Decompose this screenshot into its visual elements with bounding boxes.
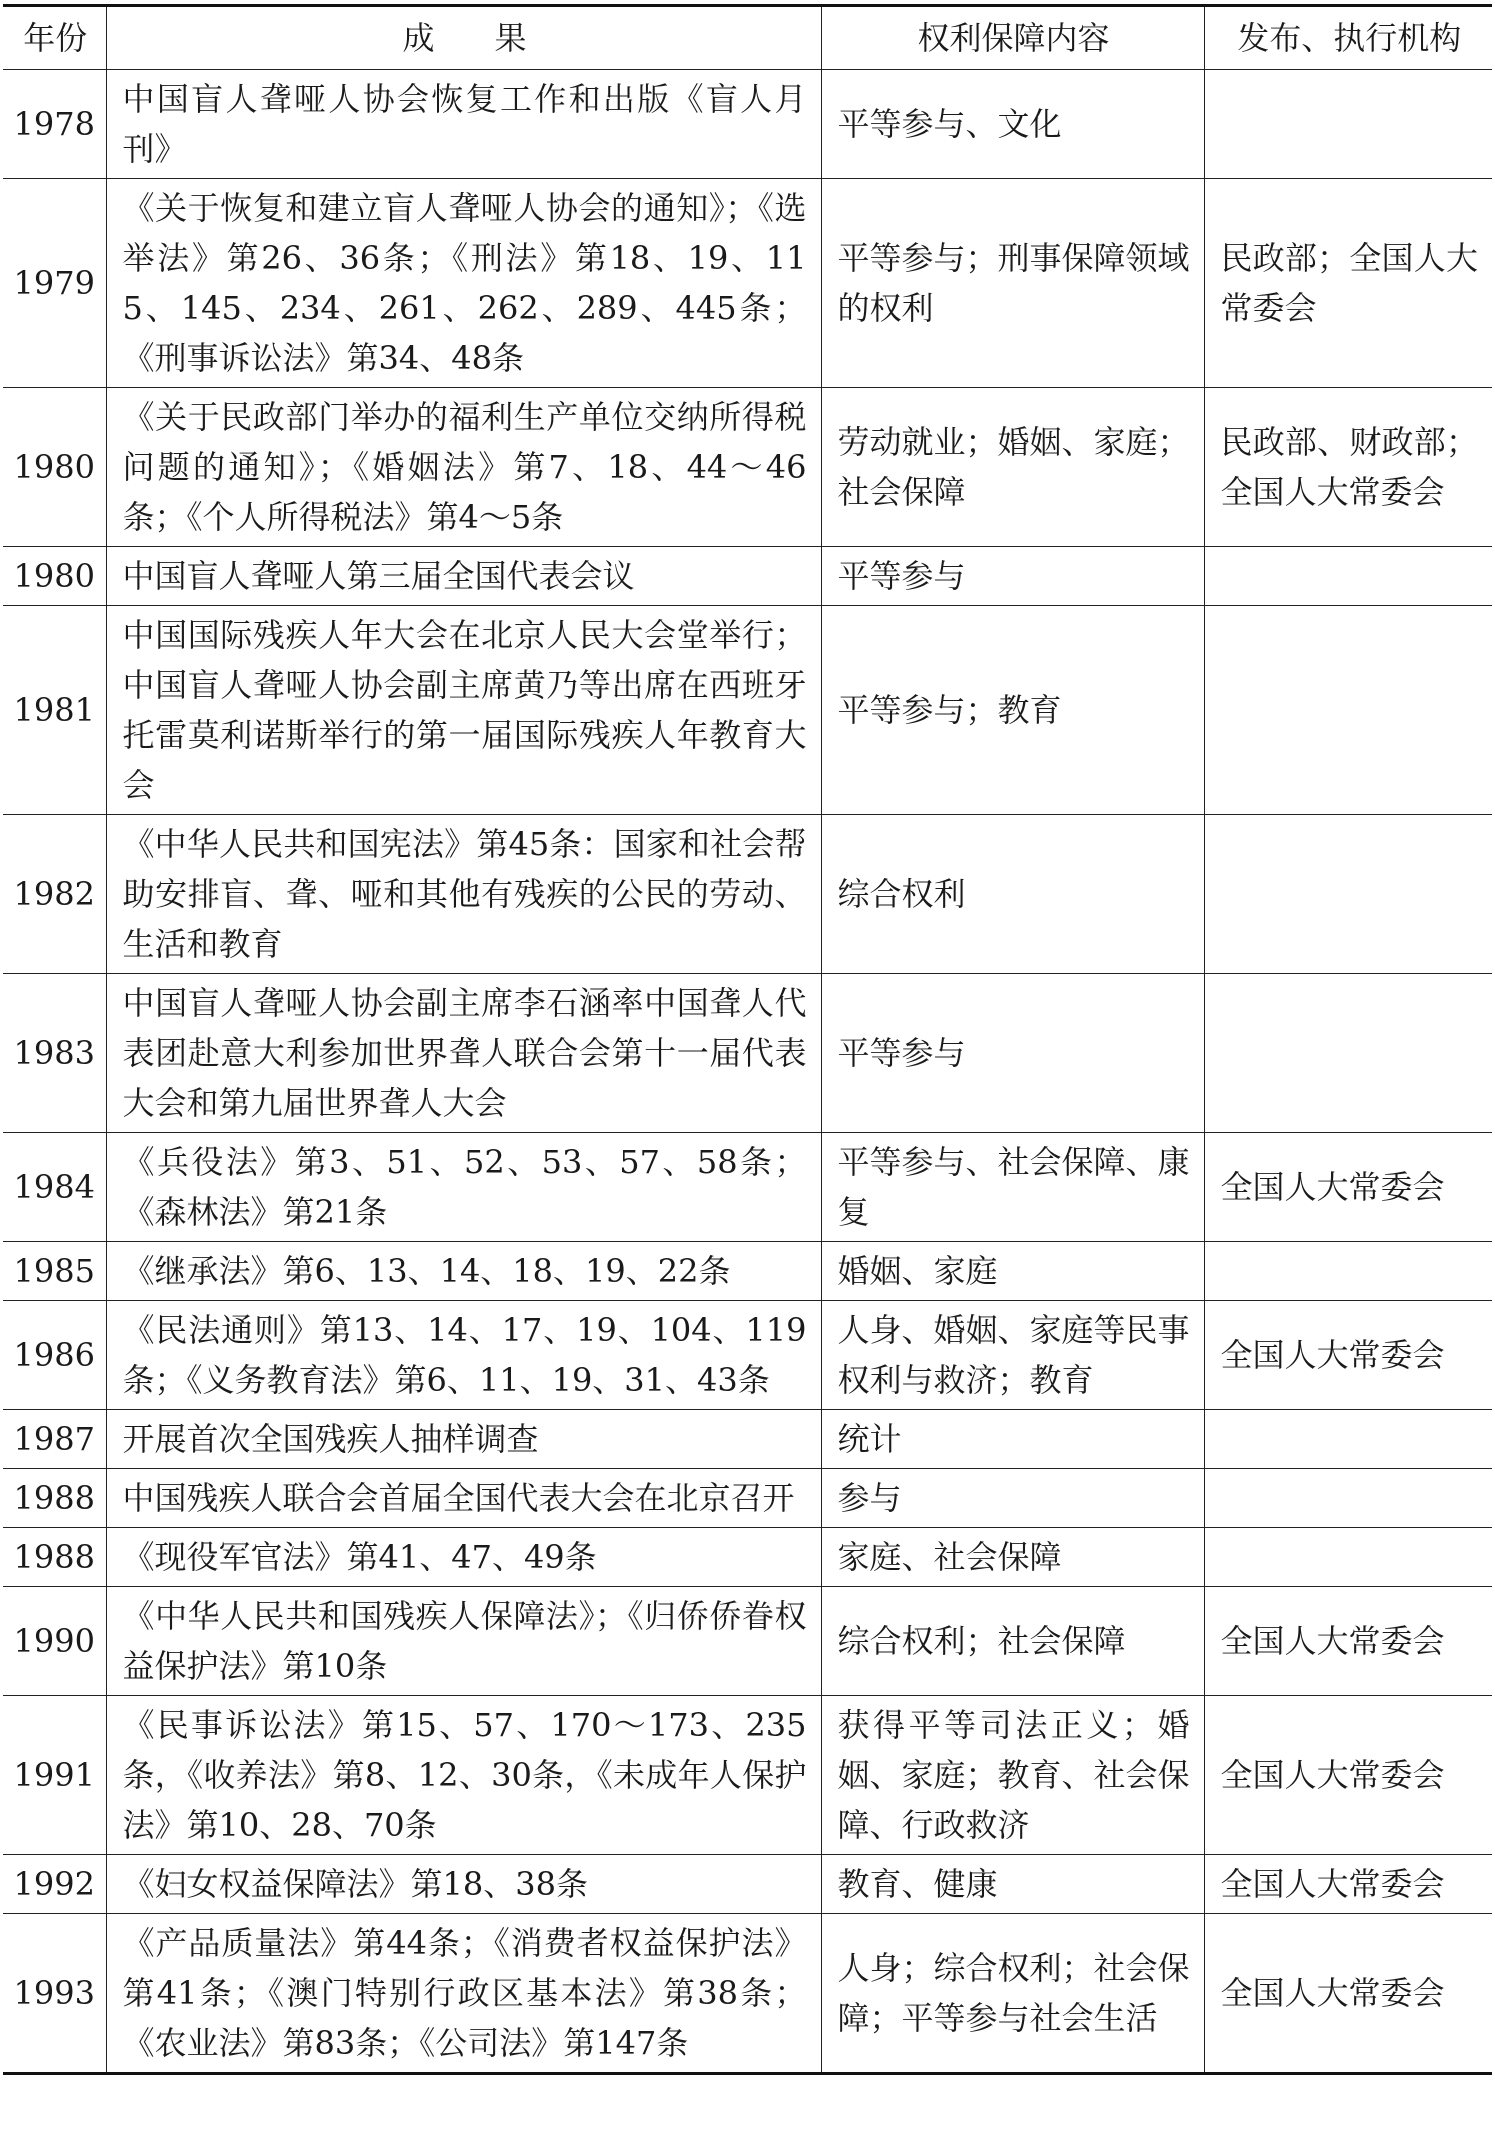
agency-cell bbox=[1204, 70, 1492, 179]
table-row bbox=[3, 1410, 1492, 1469]
table-row bbox=[3, 606, 1492, 815]
achievement-cell: 《民法通则》第13、14、17、19、104、119条；《义务教育法》第6、11、19、31、43条 bbox=[106, 1301, 821, 1410]
agency-cell: 全国人大常委会 bbox=[1204, 1914, 1492, 2074]
year-cell: 1988 bbox=[3, 1469, 106, 1528]
rights-cell: 平等参与 bbox=[821, 974, 1204, 1133]
rights-cell: 人身、婚姻、家庭等民事权利与救济；教育 bbox=[821, 1301, 1204, 1410]
year-cell: 1978 bbox=[3, 70, 106, 179]
table-row bbox=[3, 1242, 1492, 1301]
rights-cell: 平等参与；刑事保障领域的权利 bbox=[821, 179, 1204, 388]
achievement-cell: 《关于恢复和建立盲人聋哑人协会的通知》；《选举法》第26、36条；《刑法》第18、19、115、145、234、261、262、289、445条；《刑事诉讼法》第34、48条 bbox=[106, 179, 821, 388]
year-cell: 1985 bbox=[3, 1242, 106, 1301]
year-cell: 1981 bbox=[3, 606, 106, 815]
agency-cell: 民政部、财政部；全国人大常委会 bbox=[1204, 388, 1492, 547]
year-column-header: 年份 bbox=[3, 6, 106, 70]
agency-cell: 全国人大常委会 bbox=[1204, 1696, 1492, 1855]
rights-cell: 家庭、社会保障 bbox=[821, 1528, 1204, 1587]
table-row bbox=[3, 70, 1492, 179]
agency-column-header: 发布、执行机构 bbox=[1204, 6, 1492, 70]
year-cell: 1993 bbox=[3, 1914, 106, 2074]
rights-cell: 平等参与；教育 bbox=[821, 606, 1204, 815]
achievement-cell: 开展首次全国残疾人抽样调查 bbox=[106, 1410, 821, 1469]
table-row bbox=[3, 1133, 1492, 1242]
table-row bbox=[3, 815, 1492, 974]
rights-cell: 婚姻、家庭 bbox=[821, 1242, 1204, 1301]
table-row bbox=[3, 1587, 1492, 1696]
year-cell: 1992 bbox=[3, 1855, 106, 1914]
table-row bbox=[3, 974, 1492, 1133]
table-row bbox=[3, 1528, 1492, 1587]
year-cell: 1984 bbox=[3, 1133, 106, 1242]
year-cell: 1986 bbox=[3, 1301, 106, 1410]
table-row bbox=[3, 179, 1492, 388]
table-row bbox=[3, 388, 1492, 547]
agency-cell: 全国人大常委会 bbox=[1204, 1133, 1492, 1242]
rights-cell: 平等参与、文化 bbox=[821, 70, 1204, 179]
agency-cell bbox=[1204, 1528, 1492, 1587]
year-cell: 1991 bbox=[3, 1696, 106, 1855]
disability-rights-table bbox=[3, 4, 1492, 2075]
achievement-cell: 中国盲人聋哑人协会副主席李石涵率中国聋人代表团赴意大利参加世界聋人联合会第十一届代表大会和第九届世界聋人大会 bbox=[106, 974, 821, 1133]
achievement-cell: 《产品质量法》第44条；《消费者权益保护法》第41条；《澳门特别行政区基本法》第38条；《农业法》第83条；《公司法》第147条 bbox=[106, 1914, 821, 2074]
table-row bbox=[3, 1301, 1492, 1410]
agency-cell bbox=[1204, 1469, 1492, 1528]
agency-cell bbox=[1204, 1410, 1492, 1469]
agency-cell: 全国人大常委会 bbox=[1204, 1301, 1492, 1410]
achievement-cell: 中国盲人聋哑人协会恢复工作和出版《盲人月刊》 bbox=[106, 70, 821, 179]
year-cell: 1979 bbox=[3, 179, 106, 388]
rights-cell: 综合权利；社会保障 bbox=[821, 1587, 1204, 1696]
agency-cell bbox=[1204, 815, 1492, 974]
agency-cell: 全国人大常委会 bbox=[1204, 1855, 1492, 1914]
year-cell: 1980 bbox=[3, 388, 106, 547]
rights-cell: 平等参与、社会保障、康复 bbox=[821, 1133, 1204, 1242]
rights-cell: 教育、健康 bbox=[821, 1855, 1204, 1914]
rights-column-header: 权利保障内容 bbox=[821, 6, 1204, 70]
rights-cell: 获得平等司法正义；婚姻、家庭；教育、社会保障、行政救济 bbox=[821, 1696, 1204, 1855]
year-cell: 1987 bbox=[3, 1410, 106, 1469]
table-row bbox=[3, 1469, 1492, 1528]
year-cell: 1982 bbox=[3, 815, 106, 974]
agency-cell bbox=[1204, 974, 1492, 1133]
rights-cell: 参与 bbox=[821, 1469, 1204, 1528]
rights-cell: 平等参与 bbox=[821, 547, 1204, 606]
agency-cell: 民政部；全国人大常委会 bbox=[1204, 179, 1492, 388]
table-row bbox=[3, 547, 1492, 606]
achievement-cell: 《关于民政部门举办的福利生产单位交纳所得税问题的通知》；《婚姻法》第7、18、44～46条；《个人所得税法》第4～5条 bbox=[106, 388, 821, 547]
achievement-cell: 《中华人民共和国残疾人保障法》；《归侨侨眷权益保护法》第10条 bbox=[106, 1587, 821, 1696]
achievement-cell: 《继承法》第6、13、14、18、19、22条 bbox=[106, 1242, 821, 1301]
agency-cell bbox=[1204, 1242, 1492, 1301]
achievement-cell: 《中华人民共和国宪法》第45条：国家和社会帮助安排盲、聋、哑和其他有残疾的公民的劳动、生活和教育 bbox=[106, 815, 821, 974]
achievement-cell: 中国国际残疾人年大会在北京人民大会堂举行；中国盲人聋哑人协会副主席黄乃等出席在西班牙托雷莫利诺斯举行的第一届国际残疾人年教育大会 bbox=[106, 606, 821, 815]
achievement-cell: 《现役军官法》第41、47、49条 bbox=[106, 1528, 821, 1587]
rights-cell: 综合权利 bbox=[821, 815, 1204, 974]
rights-cell: 人身；综合权利；社会保障；平等参与社会生活 bbox=[821, 1914, 1204, 2074]
table-row bbox=[3, 1914, 1492, 2074]
agency-cell bbox=[1204, 547, 1492, 606]
achievement-cell: 《民事诉讼法》第15、57、170～173、235条，《收养法》第8、12、30条，《未成年人保护法》第10、28、70条 bbox=[106, 1696, 821, 1855]
year-cell: 1990 bbox=[3, 1587, 106, 1696]
achievement-cell: 《兵役法》第3、51、52、53、57、58条；《森林法》第21条 bbox=[106, 1133, 821, 1242]
achievement-cell: 中国残疾人联合会首届全国代表大会在北京召开 bbox=[106, 1469, 821, 1528]
year-cell: 1988 bbox=[3, 1528, 106, 1587]
achievement-header-label: 成果 bbox=[402, 19, 587, 57]
table-header-row bbox=[3, 6, 1492, 70]
table-row bbox=[3, 1855, 1492, 1914]
achievement-cell: 中国盲人聋哑人第三届全国代表会议 bbox=[106, 547, 821, 606]
rights-cell: 劳动就业；婚姻、家庭；社会保障 bbox=[821, 388, 1204, 547]
achievement-cell: 《妇女权益保障法》第18、38条 bbox=[106, 1855, 821, 1914]
year-cell: 1980 bbox=[3, 547, 106, 606]
agency-cell: 全国人大常委会 bbox=[1204, 1587, 1492, 1696]
year-cell: 1983 bbox=[3, 974, 106, 1133]
agency-cell bbox=[1204, 606, 1492, 815]
achievement-column-header bbox=[106, 6, 821, 70]
rights-cell: 统计 bbox=[821, 1410, 1204, 1469]
table-row bbox=[3, 1696, 1492, 1855]
